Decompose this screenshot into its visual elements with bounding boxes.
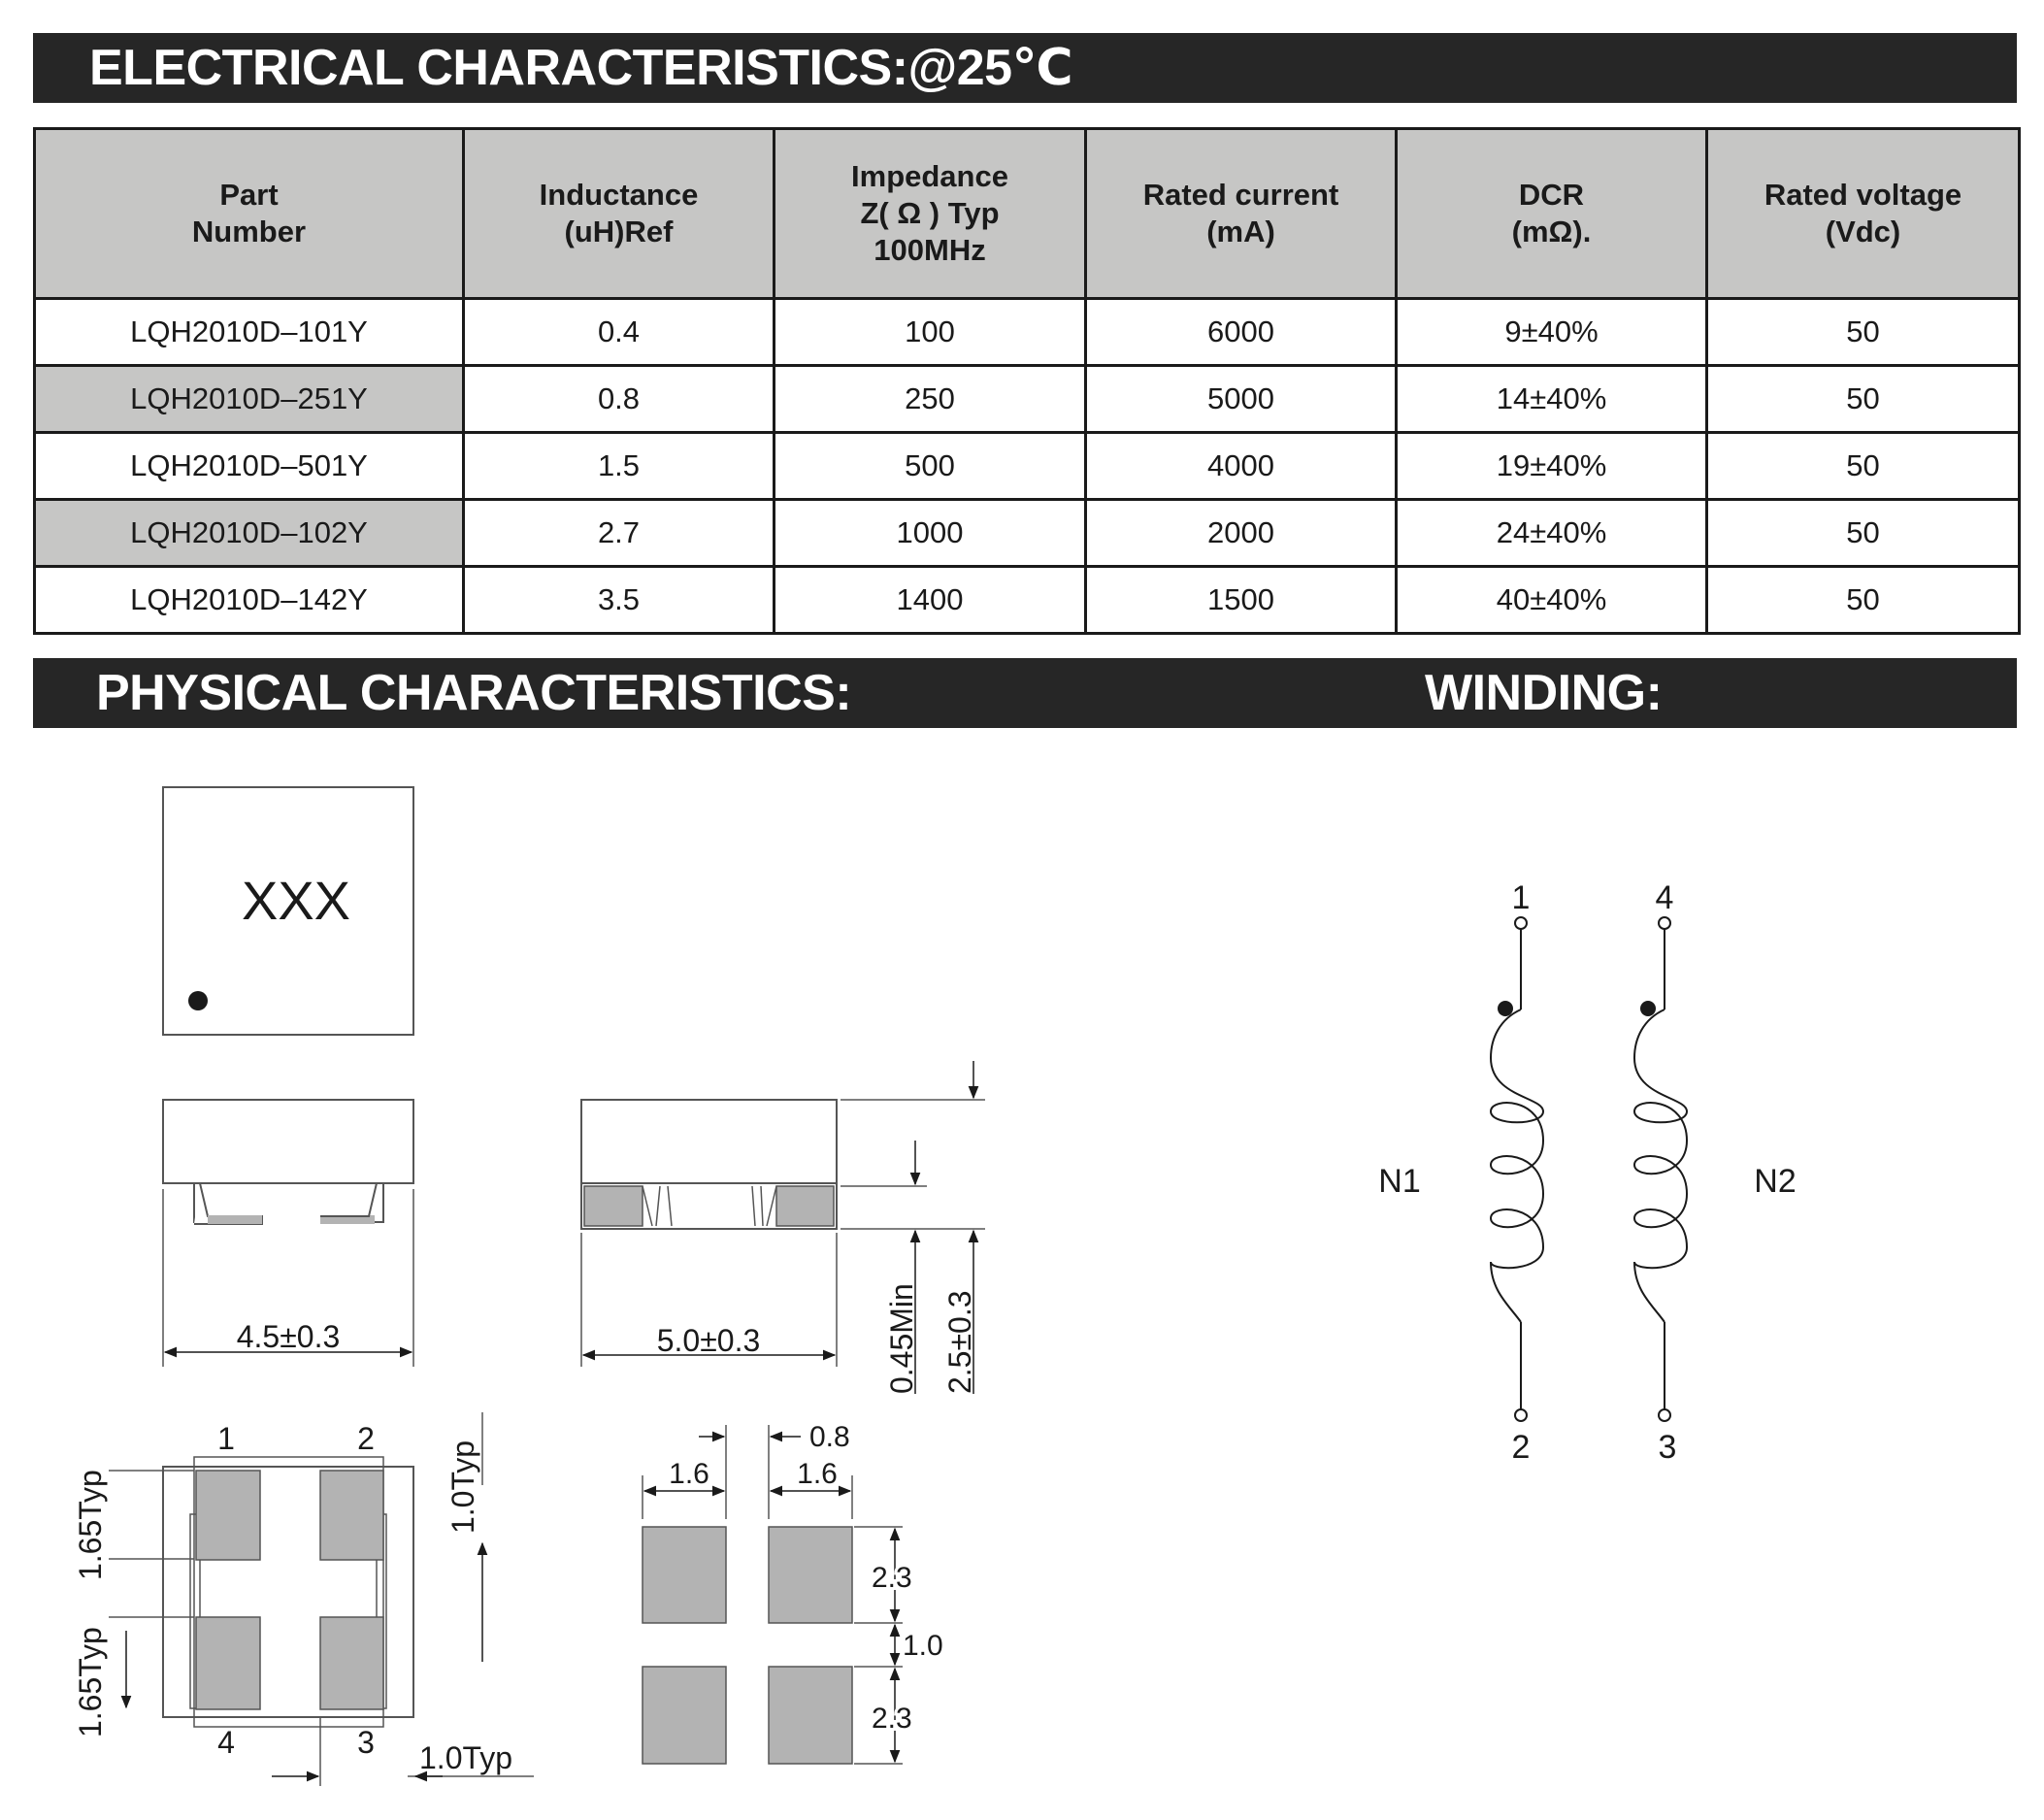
cell-part-number: LQH2010D–102Y <box>35 500 464 567</box>
top-gap-dimension-label: 1.0Typ <box>445 1439 480 1534</box>
cell-part-number: LQH2010D–101Y <box>35 299 464 366</box>
bottom-gap-dimension-label: 1.0Typ <box>419 1740 513 1775</box>
cell-dcr: 40±40% <box>1397 567 1707 634</box>
cell-impedance: 250 <box>775 366 1086 433</box>
cell-dcr: 19±40% <box>1397 433 1707 500</box>
pad-gap-dimension-label: 0.8 <box>809 1421 850 1453</box>
pin1-dot-icon <box>188 991 208 1010</box>
pad-gap-vertical-label: 1.0 <box>903 1630 943 1662</box>
cell-rated-voltage: 50 <box>1707 366 2020 433</box>
winding-n2-polarity-dot-icon <box>1640 1001 1656 1016</box>
winding-pin-4-label: 4 <box>1655 879 1674 916</box>
length-dimension-label: 5.0±0.3 <box>656 1323 761 1358</box>
cell-rated-voltage: 50 <box>1707 433 2020 500</box>
cell-inductance: 0.8 <box>464 366 775 433</box>
header-impedance: Impedance Z( Ω ) Typ 100MHz <box>775 129 1086 299</box>
cell-part-number: LQH2010D–142Y <box>35 567 464 634</box>
bottom-pin-4-label: 4 <box>217 1725 235 1760</box>
bottom-pin-1-label: 1 <box>217 1421 235 1456</box>
header-dcr: DCR (mΩ). <box>1397 129 1707 299</box>
cell-impedance: 1400 <box>775 567 1086 634</box>
side-view-drawing <box>163 1100 413 1367</box>
cell-impedance: 1000 <box>775 500 1086 567</box>
header-rated-current: Rated current (mA) <box>1086 129 1397 299</box>
pad-height-bottom-label: 2.3 <box>872 1703 912 1735</box>
cell-rated-current: 4000 <box>1086 433 1397 500</box>
header-rated-voltage: Rated voltage (Vdc) <box>1707 129 2020 299</box>
winding-pin-1-label: 1 <box>1511 879 1531 916</box>
header-part-number: Part Number <box>35 129 464 299</box>
standoff-dimension-label: 0.45Min <box>884 1283 919 1394</box>
marking-text: XXX <box>241 870 351 931</box>
cell-inductance: 2.7 <box>464 500 775 567</box>
cell-rated-voltage: 50 <box>1707 567 2020 634</box>
winding-schematic <box>1378 879 1796 1466</box>
land-pattern-drawing <box>643 1421 943 1764</box>
top-view-drawing <box>163 787 413 1035</box>
cell-rated-current: 2000 <box>1086 500 1397 567</box>
cell-rated-current: 6000 <box>1086 299 1397 366</box>
cell-part-number: LQH2010D–501Y <box>35 433 464 500</box>
winding-n1-polarity-dot-icon <box>1498 1001 1513 1016</box>
cell-inductance: 1.5 <box>464 433 775 500</box>
winding-pin-2-label: 2 <box>1511 1429 1531 1466</box>
physical-section-title: PHYSICAL CHARACTERISTICS: <box>96 665 852 721</box>
header-inductance: Inductance (uH)Ref <box>464 129 775 299</box>
pad-width-right-label: 1.6 <box>797 1458 838 1490</box>
cell-dcr: 24±40% <box>1397 500 1707 567</box>
front-view-drawing <box>581 1061 985 1394</box>
pad-pitch-dimension-label: 1.65Typ <box>73 1470 108 1580</box>
bottom-pin-2-label: 2 <box>357 1421 375 1456</box>
cell-part-number: LQH2010D–251Y <box>35 366 464 433</box>
height-dimension-label: 2.5±0.3 <box>942 1290 977 1394</box>
cell-inductance: 0.4 <box>464 299 775 366</box>
cell-rated-voltage: 50 <box>1707 500 2020 567</box>
winding-n2-label: N2 <box>1754 1163 1797 1200</box>
cell-impedance: 500 <box>775 433 1086 500</box>
cell-rated-current: 1500 <box>1086 567 1397 634</box>
pad-pitch-dimension-label-2: 1.65Typ <box>73 1627 108 1737</box>
pad-height-top-label: 2.3 <box>872 1562 912 1594</box>
winding-section-title: WINDING: <box>1425 665 1663 721</box>
bottom-pin-3-label: 3 <box>357 1725 375 1760</box>
bottom-view-drawing <box>73 1412 534 1786</box>
pad-width-left-label: 1.6 <box>669 1458 709 1490</box>
cell-dcr: 14±40% <box>1397 366 1707 433</box>
winding-n1-label: N1 <box>1378 1163 1421 1200</box>
cell-impedance: 100 <box>775 299 1086 366</box>
cell-inductance: 3.5 <box>464 567 775 634</box>
cell-rated-current: 5000 <box>1086 366 1397 433</box>
electrical-section-title: ELECTRICAL CHARACTERISTICS:@25℃ <box>89 40 1073 96</box>
cell-rated-voltage: 50 <box>1707 299 2020 366</box>
winding-pin-3-label: 3 <box>1658 1429 1677 1466</box>
width-dimension-label: 4.5±0.3 <box>236 1319 341 1354</box>
cell-dcr: 9±40% <box>1397 299 1707 366</box>
